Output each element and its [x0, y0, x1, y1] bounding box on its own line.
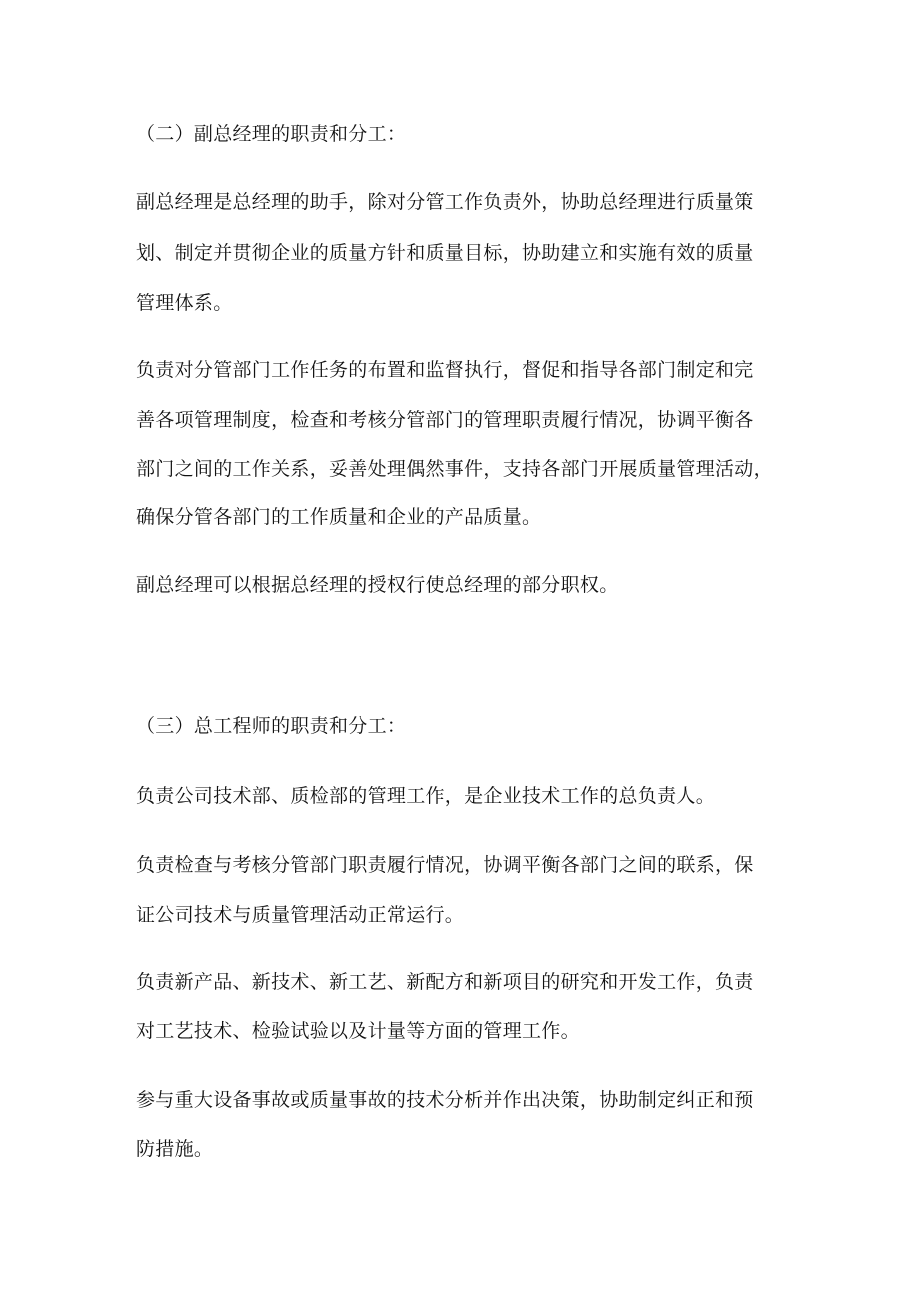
section3-para4-line1: 参与重大设备事故或质量事故的技术分析并作出决策，协助制定纠正和预: [136, 1089, 754, 1111]
section3-para3-line2: 对工艺技术、检验试验以及计量等方面的管理工作。: [136, 1020, 580, 1042]
section3-para2-line2: 证公司技术与质量管理活动正常运行。: [136, 904, 465, 926]
section3-para4-line2: 防措施。: [136, 1138, 214, 1160]
section2-para1-line2: 划、制定并贯彻企业的质量方针和质量目标，协助建立和实施有效的质量: [136, 242, 754, 264]
section2-para1-line1: 副总经理是总经理的助手，除对分管工作负责外，协助总经理进行质量策: [136, 191, 754, 213]
section2-para2-line1: 负责对分管部门工作任务的布置和监督执行，督促和指导各部门制定和完: [136, 359, 754, 381]
section3-para1-line1: 负责公司技术部、质检部的管理工作，是企业技术工作的总负责人。: [136, 785, 716, 807]
section2-heading: （二）副总经理的职责和分工：: [136, 123, 407, 145]
section2-para2-line4: 确保分管各部门的工作质量和企业的产品质量。: [136, 506, 542, 528]
section2-para3-line1: 副总经理可以根据总经理的授权行使总经理的部分职权。: [136, 574, 619, 596]
section2-para2-line3: 部门之间的工作关系，妥善处理偶然事件，支持各部门开展质量管理活动，: [136, 458, 773, 480]
section2-para2-line2: 善各项管理制度，检查和考核分管部门的管理职责履行情况，协调平衡各: [136, 409, 754, 431]
section3-para3-line1: 负责新产品、新技术、新工艺、新配方和新项目的研究和开发工作，负责: [136, 971, 754, 993]
section3-para2-line1: 负责检查与考核分管部门职责履行情况，协调平衡各部门之间的联系，保: [136, 854, 754, 876]
section2-para1-line3: 管理体系。: [136, 292, 233, 314]
section3-heading: （三）总工程师的职责和分工：: [136, 715, 407, 737]
